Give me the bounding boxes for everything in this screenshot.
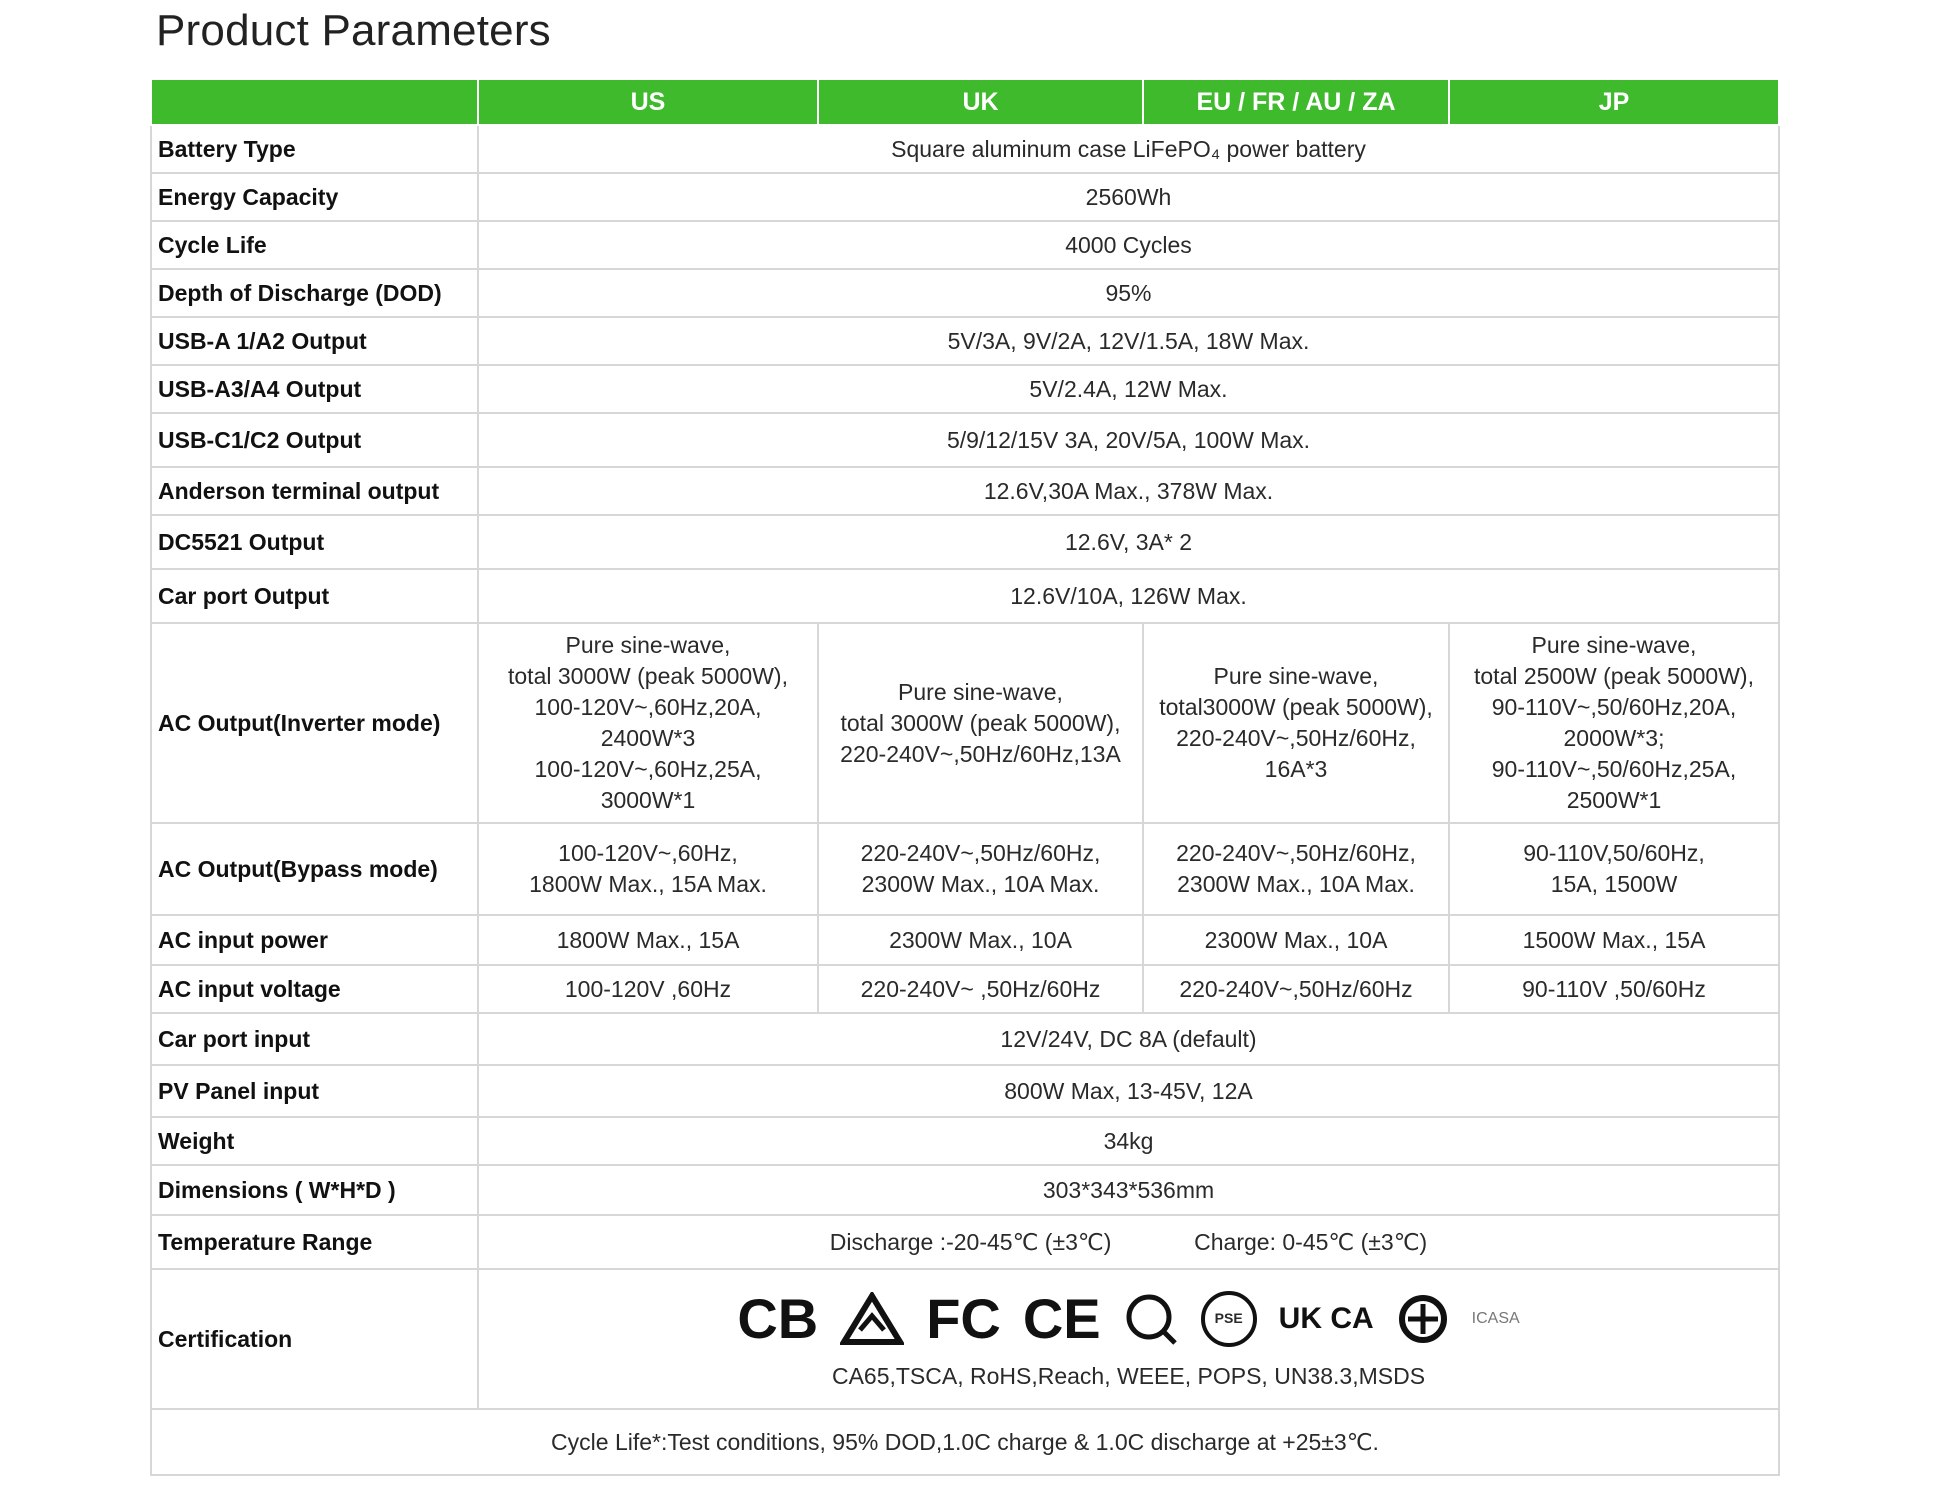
row-value: 2560Wh (478, 173, 1779, 221)
temperature-discharge: Discharge :-20-45℃ (±3℃) (829, 1228, 1112, 1255)
icasa-logo-icon: ICASA (1471, 1309, 1520, 1327)
table-row-footnote (151, 1409, 1779, 1475)
row-label: Battery Type (151, 125, 478, 173)
cell-us: Pure sine-wave, total 3000W (peak 5000W), 100-120V~,60Hz,20A, 2400W*3 100-120V~,60Hz,25A, 3000W*1 (478, 623, 818, 823)
row-label: USB-C1/C2 Output (151, 413, 478, 467)
table-row-ac-input-voltage (151, 965, 1779, 1013)
cell-us: 100-120V~,60Hz, 1800W Max., 15A Max. (478, 823, 818, 915)
table-row (151, 365, 1779, 413)
row-value: 12.6V, 3A* 2 (478, 515, 1779, 569)
row-value: 12V/24V, DC 8A (default) (478, 1013, 1779, 1065)
row-label: AC input power (151, 915, 478, 965)
table-row (151, 173, 1779, 221)
row-value: 800W Max, 13-45V, 12A (478, 1065, 1779, 1117)
cell-jp: 90-110V,50/60Hz, 15A, 1500W (1449, 823, 1779, 915)
table-row (151, 221, 1779, 269)
row-label: Cycle Life (151, 221, 478, 269)
row-value: 303*343*536mm (478, 1165, 1779, 1215)
cell-us: 1800W Max., 15A (478, 915, 818, 965)
etl-logo-icon (1123, 1291, 1179, 1347)
table-row-ac-inverter (151, 623, 1779, 823)
column-header-us: US (478, 80, 818, 125)
cb-logo-icon: CB (737, 1286, 819, 1350)
row-label: AC Output(Bypass mode) (151, 823, 478, 915)
table-row (151, 1065, 1779, 1117)
cert-list: CA65,TSCA, RoHS,Reach, WEEE, POPS, UN38.3,MSDS (831, 1362, 1426, 1389)
row-label: DC5521 Output (151, 515, 478, 569)
table-row-ac-input-power (151, 915, 1779, 965)
column-header-jp: JP (1449, 80, 1779, 125)
cell-eu: 220-240V~,50Hz/60Hz, 2300W Max., 10A Max. (1143, 823, 1449, 915)
cell-uk: Pure sine-wave, total 3000W (peak 5000W), 220-240V~,50Hz/60Hz,13A (818, 623, 1143, 823)
table-row (151, 125, 1779, 173)
table-row (151, 1013, 1779, 1065)
table-row-certification (151, 1269, 1779, 1409)
row-label: Dimensions ( W*H*D ) (151, 1165, 478, 1215)
row-label: Car port input (151, 1013, 478, 1065)
cert-logos (485, 1287, 1772, 1351)
header-corner (151, 80, 478, 125)
table-row (151, 413, 1779, 467)
row-label: Car port Output (151, 569, 478, 623)
row-label: Anderson terminal output (151, 467, 478, 515)
row-label: Temperature Range (151, 1215, 478, 1269)
row-value: 4000 Cycles (478, 221, 1779, 269)
ul-logo-icon (1396, 1292, 1450, 1346)
row-value: 95% (478, 269, 1779, 317)
row-value: 5/9/12/15V 3A, 20V/5A, 100W Max. (478, 413, 1779, 467)
table-row (151, 1165, 1779, 1215)
certification-value (478, 1269, 1779, 1409)
column-header-uk: UK (818, 80, 1143, 125)
cell-uk: 220-240V~ ,50Hz/60Hz (818, 965, 1143, 1013)
row-label: Certification (151, 1269, 478, 1409)
header-row (151, 80, 1779, 125)
row-label: USB-A3/A4 Output (151, 365, 478, 413)
warning-triangle-logo-icon (840, 1292, 904, 1346)
table-row (151, 569, 1779, 623)
row-label: PV Panel input (151, 1065, 478, 1117)
row-label: Depth of Discharge (DOD) (151, 269, 478, 317)
row-label: USB-A 1/A2 Output (151, 317, 478, 365)
cell-eu: Pure sine-wave, total3000W (peak 5000W), 220-240V~,50Hz/60Hz, 16A*3 (1143, 623, 1449, 823)
cell-jp: 1500W Max., 15A (1449, 915, 1779, 965)
row-value: Square aluminum case LiFePO₄ power battery (478, 125, 1779, 173)
column-header-eu: EU / FR / AU / ZA (1143, 80, 1449, 125)
cell-uk: 220-240V~,50Hz/60Hz, 2300W Max., 10A Max. (818, 823, 1143, 915)
cell-jp: Pure sine-wave, total 2500W (peak 5000W), 90-110V~,50/60Hz,20A, 2000W*3; 90-110V~,50/60Hz,25A, 2500W*1 (1449, 623, 1779, 823)
pse-logo-icon: PSE (1201, 1291, 1257, 1347)
table-row (151, 467, 1779, 515)
table-row (151, 515, 1779, 569)
temperature-value (478, 1215, 1779, 1269)
table-row (151, 269, 1779, 317)
table-row (151, 1117, 1779, 1165)
row-label: Energy Capacity (151, 173, 478, 221)
ukca-logo-icon: UK CA (1278, 1301, 1374, 1335)
table-row-ac-bypass (151, 823, 1779, 915)
ce-logo-icon: CE (1022, 1286, 1101, 1350)
fc-logo-icon: FC (926, 1286, 1001, 1350)
temperature-charge: Charge: 0-45℃ (±3℃) (1194, 1228, 1428, 1255)
row-label: AC input voltage (151, 965, 478, 1013)
row-value: 12.6V/10A, 126W Max. (478, 569, 1779, 623)
footnote: Cycle Life*:Test conditions, 95% DOD,1.0C charge & 1.0C discharge at +25±3℃. (151, 1409, 1779, 1475)
row-value: 5V/3A, 9V/2A, 12V/1.5A, 18W Max. (478, 317, 1779, 365)
table-row-temperature (151, 1215, 1779, 1269)
page-title: Product Parameters (156, 6, 551, 55)
row-value: 34kg (478, 1117, 1779, 1165)
row-label: Weight (151, 1117, 478, 1165)
table-row (151, 317, 1779, 365)
row-value: 5V/2.4A, 12W Max. (478, 365, 1779, 413)
cell-eu: 2300W Max., 10A (1143, 915, 1449, 965)
parameters-table (150, 80, 1780, 1476)
row-value: 12.6V,30A Max., 378W Max. (478, 467, 1779, 515)
cell-eu: 220-240V~,50Hz/60Hz (1143, 965, 1449, 1013)
cell-uk: 2300W Max., 10A (818, 915, 1143, 965)
cell-us: 100-120V ,60Hz (478, 965, 818, 1013)
cell-jp: 90-110V ,50/60Hz (1449, 965, 1779, 1013)
row-label: AC Output(Inverter mode) (151, 623, 478, 823)
